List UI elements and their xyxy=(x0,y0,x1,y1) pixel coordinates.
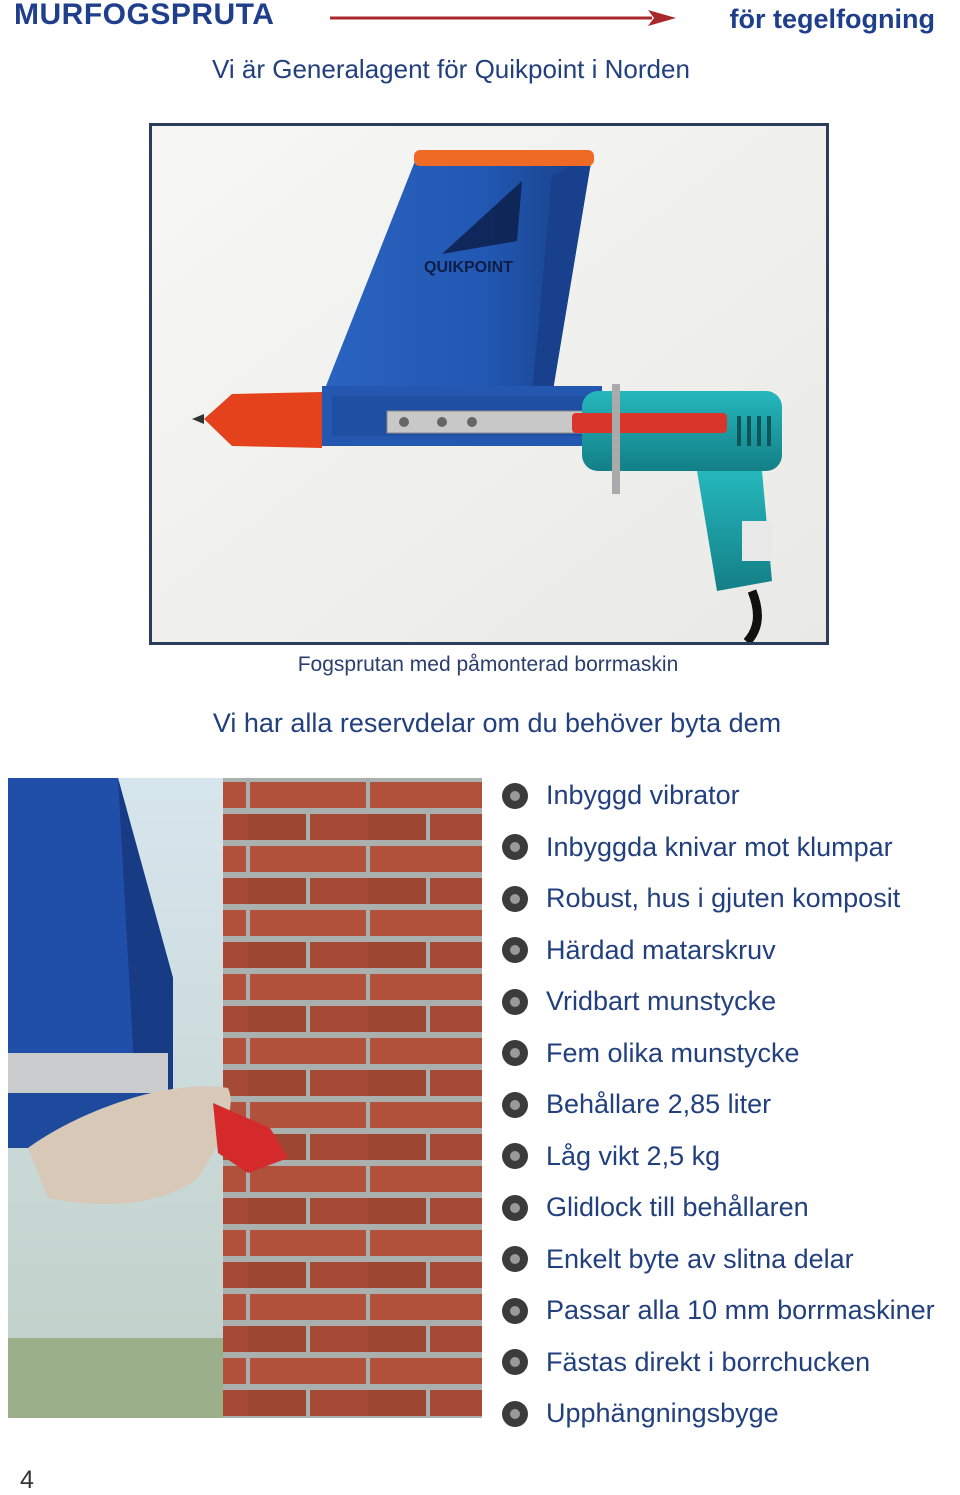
feature-label: Upphängningsbyge xyxy=(546,1398,779,1429)
brick-wall-photo xyxy=(8,778,482,1418)
page-title: MURFOGSPRUTA xyxy=(14,0,275,31)
list-item xyxy=(500,925,935,977)
list-item xyxy=(500,1131,935,1183)
feature-label: Passar alla 10 mm borrmaskiner xyxy=(546,1295,935,1326)
gear-bullet-icon xyxy=(500,1141,530,1171)
gear-bullet-icon xyxy=(500,987,530,1017)
list-item xyxy=(500,1234,935,1286)
gear-bullet-icon xyxy=(500,1347,530,1377)
gear-bullet-icon xyxy=(500,1296,530,1326)
page-number: 4 xyxy=(20,1466,34,1494)
feature-label: Fästas direkt i borrchucken xyxy=(546,1346,871,1377)
feature-label: Inbyggda knivar mot klumpar xyxy=(546,831,893,862)
gear-bullet-icon xyxy=(500,781,530,811)
list-item xyxy=(500,770,935,822)
list-item xyxy=(500,1028,935,1080)
gear-bullet-icon xyxy=(500,1244,530,1274)
gear-bullet-icon xyxy=(500,1399,530,1429)
feature-label: Enkelt byte av slitna delar xyxy=(546,1243,854,1274)
gear-bullet-icon xyxy=(500,832,530,862)
feature-label: Behållare 2,85 liter xyxy=(546,1089,772,1120)
agent-statement: Vi är Generalagent för Quikpoint i Norden xyxy=(212,54,690,84)
list-item xyxy=(500,1337,935,1389)
feature-label: Fem olika munstycke xyxy=(546,1037,800,1068)
mortar-gun-illustration xyxy=(152,126,826,642)
page-subtitle: för tegelfogning xyxy=(729,4,935,34)
list-item xyxy=(500,976,935,1028)
list-item xyxy=(500,1285,935,1337)
gear-bullet-icon xyxy=(500,935,530,965)
list-item xyxy=(500,1182,935,1234)
feature-label: Inbyggd vibrator xyxy=(546,780,740,811)
feature-label: Robust, hus i gjuten komposit xyxy=(546,883,901,914)
feature-list xyxy=(500,770,935,1440)
feature-label: Härdad matarskruv xyxy=(546,934,776,965)
brand-marking: QUIKPOINT xyxy=(424,259,513,276)
product-photo xyxy=(149,123,829,645)
feature-label: Låg vikt 2,5 kg xyxy=(546,1140,721,1171)
gear-bullet-icon xyxy=(500,884,530,914)
list-item xyxy=(500,873,935,925)
feature-label: Glidlock till behållaren xyxy=(546,1192,809,1223)
gear-bullet-icon xyxy=(500,1038,530,1068)
feature-label: Vridbart munstycke xyxy=(546,986,777,1017)
pointing-brick-wall-illustration xyxy=(8,778,482,1418)
arrow-right-icon xyxy=(330,6,680,30)
list-item xyxy=(500,1079,935,1131)
photo-caption: Fogsprutan med påmonterad borrmaskin xyxy=(297,653,679,676)
gear-bullet-icon xyxy=(500,1193,530,1223)
spare-parts-statement: Vi har alla reservdelar om du behöver byta dem xyxy=(212,708,782,738)
gear-bullet-icon xyxy=(500,1090,530,1120)
list-item xyxy=(500,822,935,874)
list-item xyxy=(500,1388,935,1440)
